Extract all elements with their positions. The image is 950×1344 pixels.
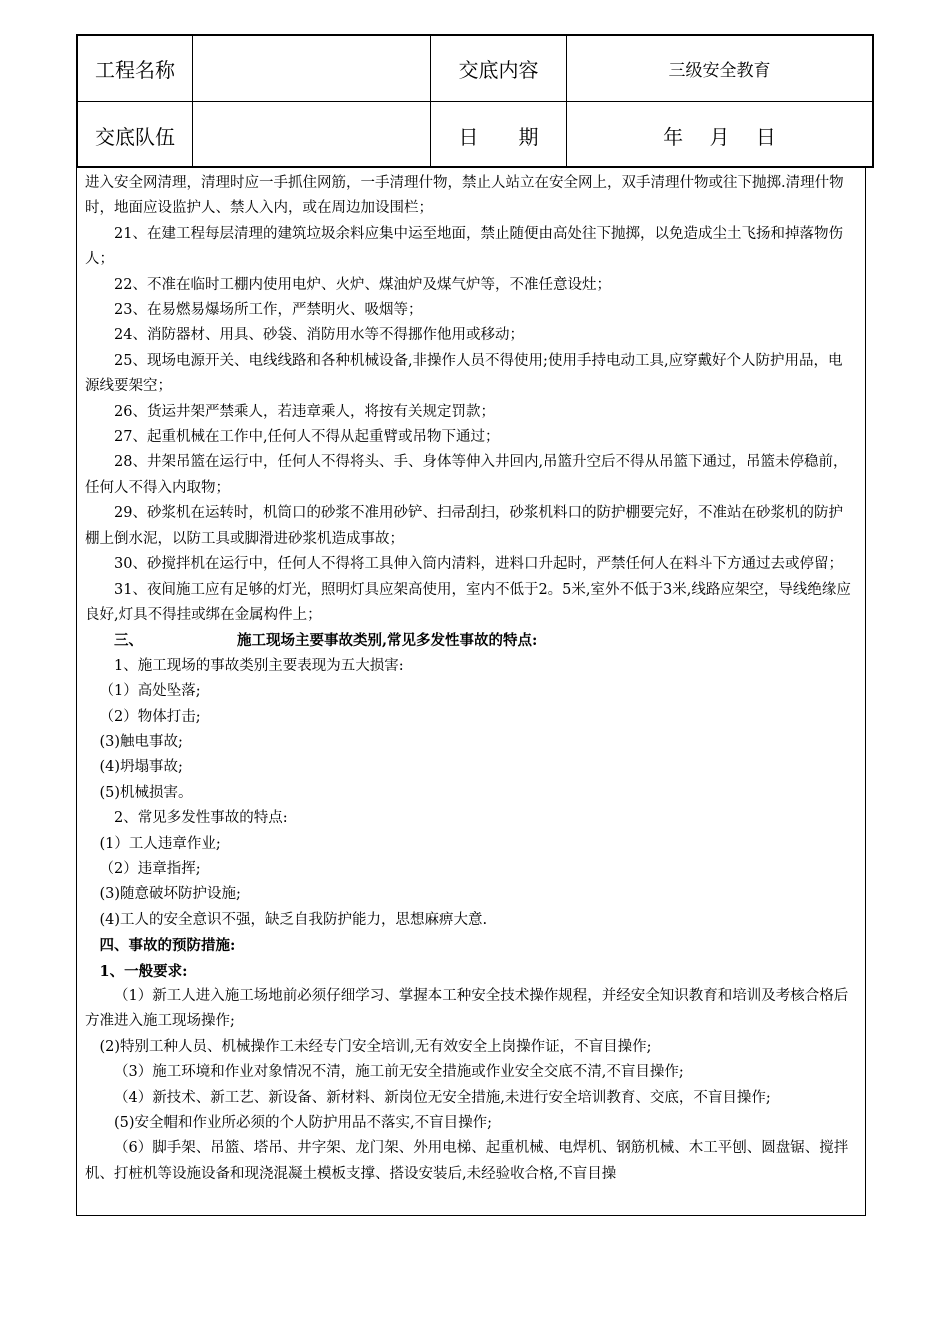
header-table xyxy=(76,34,874,168)
section-title: 施工现场主要事故类别,常见多发性事故的特点: xyxy=(237,632,538,650)
project-name-label: 工程名称 xyxy=(95,58,175,82)
content-label: 交底内容 xyxy=(458,58,539,82)
content-text xyxy=(85,171,857,1187)
paragraph: 24、消防器材、用具、砂袋、消防用水等不得挪作他用或移动； xyxy=(114,327,524,344)
date-label: 日 期 xyxy=(458,124,539,149)
content-value: 三级安全教育 xyxy=(668,61,771,81)
section-heading xyxy=(85,628,857,653)
paragraph: 进入安全网清理，清理时应一手抓住网筋，一手清理什物，禁止人站立在安全网上，双手清理什物或往下抛掷.清理什物时，地面应设监护人、禁人入内，或在周边加设围栏； xyxy=(85,175,844,217)
list-item: (5)机械损害。 xyxy=(99,784,193,801)
content-box xyxy=(76,168,866,1216)
subheading: 1、施工现场的事故类别主要表现为五大损害: xyxy=(114,657,404,674)
team-label: 交底队伍 xyxy=(95,124,175,149)
list-item: （2）物体打击; xyxy=(99,708,201,725)
paragraph: 23、在易燃易爆场所工作，严禁明火、吸烟等； xyxy=(114,302,423,319)
paragraph: 28、井架吊篮在运行中，任何人不得将头、手、身体等伸入井回内,吊篮升空后不得从吊篮下通过，吊篮未停稳前，任何人不得入内取物； xyxy=(85,454,848,496)
list-item: （6）脚手架、吊篮、塔吊、井字架、龙门架、外用电梯、起重机械、电焊机、钢筋机械、木工平刨、圆盘锯、搅拌机、打桩机等设施设备和现浇混凝土模板支撑、搭设安装后,未经验收合格,不盲目操 xyxy=(85,1140,849,1182)
subheading: 1、一般要求: xyxy=(99,962,188,980)
paragraph: 21、在建工程每层清理的建筑垃圾余料应集中运至地面，禁止随便由高处往下抛掷，以免造成尘土飞扬和掉落物伤人； xyxy=(85,225,843,268)
list-item: （2）违章指挥; xyxy=(99,860,201,877)
paragraph: 27、起重机械在工作中,任何人不得从起重臂或吊物下通过； xyxy=(114,429,500,446)
paragraph: 31、夜间施工应有足够的灯光，照明灯具应架高使用，室内不低于2。5米,室外不低于3米,线路应架空，导线绝缘应良好,灯具不得挂或绑在金属构件上； xyxy=(85,581,851,623)
paragraph: 22、不准在临时工棚内使用电炉、火炉、煤油炉及煤气炉等，不准任意设灶； xyxy=(114,276,611,293)
list-item: (2)特别工种人员、机械操作工未经专门安全培训,无有效安全上岗操作证，不盲目操作; xyxy=(99,1038,652,1055)
list-item: （1）新工人进入施工场地前必须仔细学习、掌握本工种安全技术操作规程，并经安全知识教育和培训及考核合格后方准进入施工现场操作; xyxy=(85,988,849,1030)
paragraph: 26、货运井架严禁乘人，若违章乘人，将按有关规定罚款； xyxy=(114,403,495,420)
project-name-value xyxy=(193,36,430,101)
team-value xyxy=(193,102,430,168)
list-item: (5)安全帽和作业所必须的个人防护用品不落实,不盲目操作; xyxy=(114,1115,493,1132)
list-item: （4）新技术、新工艺、新设备、新材料、新岗位无安全措施,未进行安全培训教育、交底，不盲目操作; xyxy=(114,1089,771,1106)
subheading: 2、常见多发性事故的特点: xyxy=(114,810,288,827)
list-item: （3）施工环境和作业对象情况不清，施工前无安全措施或作业安全交底不清,不盲目操作; xyxy=(114,1064,684,1081)
paragraph: 25、现场电源开关、电线线路和各种机械设备,非操作人员不得使用;使用手持电动工具,应穿戴好个人防护用品，电源线要架空； xyxy=(85,352,843,395)
list-item: (1）工人违章作业; xyxy=(99,835,221,852)
paragraph: 29、砂浆机在运转时，机筒口的砂浆不准用砂铲、扫帚刮扫，砂浆机料口的防护棚要完好，不准站在砂浆机的防护棚上倒水泥，以防工具或脚滑进砂浆机造成事故； xyxy=(85,505,843,547)
section-number: 三、 xyxy=(114,632,143,650)
paragraph: 30、砂搅拌机在运行中，任何人不得将工具伸入筒内清料，进料口升起时，严禁任何人在料斗下方通过去或停留； xyxy=(114,556,843,573)
list-item: (3)随意破坏防护设施; xyxy=(99,886,241,903)
date-value: 年 月 日 xyxy=(663,124,776,149)
list-item: (4)工人的安全意识不强，缺乏自我防护能力，思想麻痹大意. xyxy=(99,911,488,928)
list-item: （1）高处坠落; xyxy=(99,683,201,700)
list-item: (4)坍塌事故; xyxy=(99,759,183,776)
section-heading: 四、事故的预防措施: xyxy=(99,937,236,955)
list-item: (3)触电事故; xyxy=(99,733,183,750)
